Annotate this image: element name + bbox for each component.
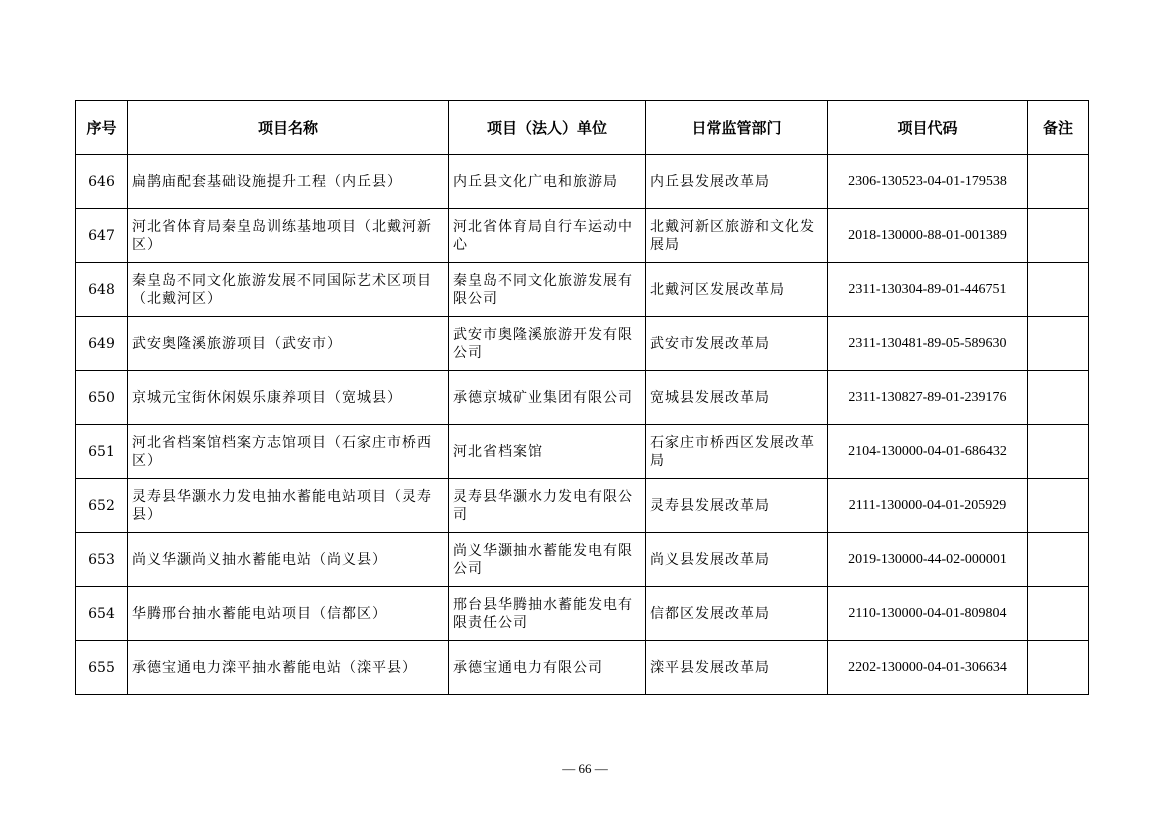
- cell-project-unit: 河北省体育局自行车运动中心: [449, 209, 646, 263]
- table-row: [76, 479, 1089, 533]
- cell-remarks: [1028, 641, 1089, 695]
- cell-remarks: [1028, 263, 1089, 317]
- table-row: [76, 263, 1089, 317]
- cell-supervising-dept: 灵寿县发展改革局: [646, 479, 828, 533]
- cell-supervising-dept: 北戴河区发展改革局: [646, 263, 828, 317]
- cell-project-code: 2311-130304-89-01-446751: [828, 263, 1028, 317]
- cell-serial-no: 648: [76, 263, 128, 317]
- cell-project-name: 河北省体育局秦皇岛训练基地项目（北戴河新区）: [128, 209, 449, 263]
- cell-serial-no: 654: [76, 587, 128, 641]
- cell-project-name: 灵寿县华灏水力发电抽水蓄能电站项目（灵寿县）: [128, 479, 449, 533]
- cell-supervising-dept: 信都区发展改革局: [646, 587, 828, 641]
- header-remarks: 备注: [1028, 101, 1089, 155]
- cell-remarks: [1028, 155, 1089, 209]
- header-supervising-dept: 日常监管部门: [646, 101, 828, 155]
- cell-supervising-dept: 北戴河新区旅游和文化发展局: [646, 209, 828, 263]
- cell-project-unit: 河北省档案馆: [449, 425, 646, 479]
- cell-serial-no: 650: [76, 371, 128, 425]
- table-row: [76, 587, 1089, 641]
- table-row: [76, 641, 1089, 695]
- project-table: [75, 100, 1089, 695]
- cell-project-code: 2311-130481-89-05-589630: [828, 317, 1028, 371]
- cell-project-code: 2110-130000-04-01-809804: [828, 587, 1028, 641]
- header-serial-no: 序号: [76, 101, 128, 155]
- cell-supervising-dept: 石家庄市桥西区发展改革局: [646, 425, 828, 479]
- cell-serial-no: 652: [76, 479, 128, 533]
- cell-project-code: 2018-130000-88-01-001389: [828, 209, 1028, 263]
- table-row: [76, 371, 1089, 425]
- cell-project-unit: 秦皇岛不同文化旅游发展有限公司: [449, 263, 646, 317]
- table-row: [76, 155, 1089, 209]
- cell-remarks: [1028, 371, 1089, 425]
- cell-project-name: 京城元宝街休闲娱乐康养项目（宽城县）: [128, 371, 449, 425]
- cell-remarks: [1028, 587, 1089, 641]
- cell-supervising-dept: 宽城县发展改革局: [646, 371, 828, 425]
- cell-project-unit: 尚义华灏抽水蓄能发电有限公司: [449, 533, 646, 587]
- cell-serial-no: 653: [76, 533, 128, 587]
- cell-project-name: 扁鹊庙配套基础设施提升工程（内丘县）: [128, 155, 449, 209]
- cell-serial-no: 649: [76, 317, 128, 371]
- cell-project-code: 2311-130827-89-01-239176: [828, 371, 1028, 425]
- cell-supervising-dept: 内丘县发展改革局: [646, 155, 828, 209]
- cell-supervising-dept: 武安市发展改革局: [646, 317, 828, 371]
- cell-project-code: 2019-130000-44-02-000001: [828, 533, 1028, 587]
- table-header-row: [76, 101, 1089, 155]
- table-row: [76, 533, 1089, 587]
- cell-supervising-dept: 尚义县发展改革局: [646, 533, 828, 587]
- cell-remarks: [1028, 479, 1089, 533]
- cell-project-unit: 内丘县文化广电和旅游局: [449, 155, 646, 209]
- cell-project-code: 2202-130000-04-01-306634: [828, 641, 1028, 695]
- cell-project-unit: 承德宝通电力有限公司: [449, 641, 646, 695]
- cell-project-name: 武安奥隆溪旅游项目（武安市）: [128, 317, 449, 371]
- table-row: [76, 317, 1089, 371]
- cell-supervising-dept: 滦平县发展改革局: [646, 641, 828, 695]
- cell-project-unit: 武安市奥隆溪旅游开发有限公司: [449, 317, 646, 371]
- cell-remarks: [1028, 317, 1089, 371]
- cell-project-code: 2111-130000-04-01-205929: [828, 479, 1028, 533]
- cell-remarks: [1028, 533, 1089, 587]
- page-number: — 66 —: [562, 761, 608, 776]
- cell-project-code: 2306-130523-04-01-179538: [828, 155, 1028, 209]
- cell-project-code: 2104-130000-04-01-686432: [828, 425, 1028, 479]
- cell-project-name: 河北省档案馆档案方志馆项目（石家庄市桥西区）: [128, 425, 449, 479]
- table-row: [76, 209, 1089, 263]
- header-project-code: 项目代码: [828, 101, 1028, 155]
- table-row: [76, 425, 1089, 479]
- cell-project-name: 华腾邢台抽水蓄能电站项目（信都区）: [128, 587, 449, 641]
- cell-serial-no: 647: [76, 209, 128, 263]
- header-project-unit: 项目（法人）单位: [449, 101, 646, 155]
- cell-project-name: 承德宝通电力滦平抽水蓄能电站（滦平县）: [128, 641, 449, 695]
- cell-serial-no: 651: [76, 425, 128, 479]
- cell-serial-no: 646: [76, 155, 128, 209]
- cell-serial-no: 655: [76, 641, 128, 695]
- cell-remarks: [1028, 425, 1089, 479]
- header-project-name: 项目名称: [128, 101, 449, 155]
- cell-project-name: 秦皇岛不同文化旅游发展不同国际艺术区项目（北戴河区）: [128, 263, 449, 317]
- cell-project-name: 尚义华灏尚义抽水蓄能电站（尚义县）: [128, 533, 449, 587]
- cell-project-unit: 承德京城矿业集团有限公司: [449, 371, 646, 425]
- cell-project-unit: 邢台县华腾抽水蓄能发电有限责任公司: [449, 587, 646, 641]
- cell-remarks: [1028, 209, 1089, 263]
- cell-project-unit: 灵寿县华灏水力发电有限公司: [449, 479, 646, 533]
